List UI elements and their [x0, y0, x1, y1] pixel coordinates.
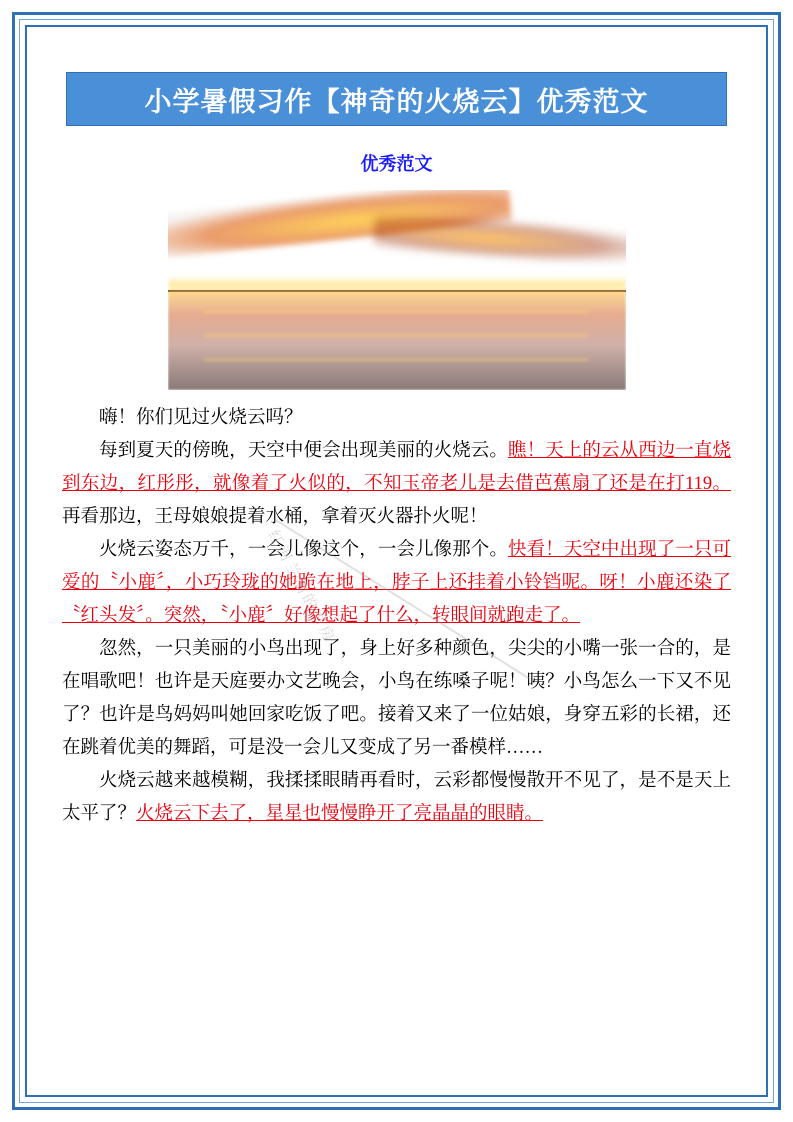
document-content: [46, 58, 747, 1082]
paragraph: [62, 534, 731, 633]
paragraph: [62, 435, 731, 534]
text-run: 火烧云姿态万千，一会儿像这个，一会儿像那个。: [99, 540, 508, 560]
essay-body: [46, 402, 747, 831]
highlighted-text-run: 火烧云下去了，星星也慢慢睁开了亮晶晶的眼睛。: [136, 804, 544, 824]
reflection-streak: [204, 334, 589, 337]
cloud-shape-right: [373, 212, 626, 267]
paragraph: [62, 402, 731, 435]
reflection-streak: [204, 358, 589, 361]
text-run: 每到夏天的傍晚，天空中便会出现美丽的火烧云。: [99, 441, 508, 461]
text-run: 忽然，一只美丽的小鸟出现了，身上好多种颜色，尖尖的小嘴一张一合的，是在唱歌吧！也许是天庭要办文艺晚会，小鸟在练嗓子呢！咦？小鸟怎么一下又不见了？也许是鸟妈妈叫她回家吃饭了吧。接着又来了一位姑娘，身穿五彩的长裙，还在跳着优美的舞蹈，可是没一会儿又变成了另一番模样……: [62, 639, 731, 758]
highlighted-text-run: 瞧！天上的云从西边一直烧到东边，红彤彤，就像着了火似的，不知玉帝老儿是去借芭蕉扇了还是在打119。: [62, 441, 731, 494]
text-run: 火烧云越来越模糊，我揉揉眼睛再看时，云彩都慢慢散开不见了，是不是天上太平了？: [62, 771, 731, 824]
sunset-cloud-photo: [168, 190, 626, 390]
watermark-text: 红河兰雨的书房: [264, 527, 339, 647]
document-title-banner: [66, 72, 727, 126]
highlighted-text-run: 快看！天空中出现了一只可爱的〝小鹿〞，小巧玲珑的她跪在地上，脖子上还挂着小铃铛呢。呀！小鹿还染了〝红头发〞。突然，〝小鹿〞好像想起了什么，转眼间就跑走了。: [62, 540, 731, 626]
water-reflection: [168, 290, 626, 390]
paragraph: [62, 765, 731, 831]
text-run: 再看那边，王母娘娘提着水桶，拿着灭火器扑火呢！: [62, 507, 488, 527]
document-subtitle: 优秀范文: [360, 154, 433, 174]
page-title: 小学暑假习作【神奇的火烧云】优秀范文: [144, 86, 649, 117]
text-run: 嗨！你们见过火烧云吗？: [99, 408, 303, 428]
photo-canvas: [168, 190, 626, 390]
paragraph: [62, 633, 731, 765]
reflection-streak: [204, 310, 589, 313]
